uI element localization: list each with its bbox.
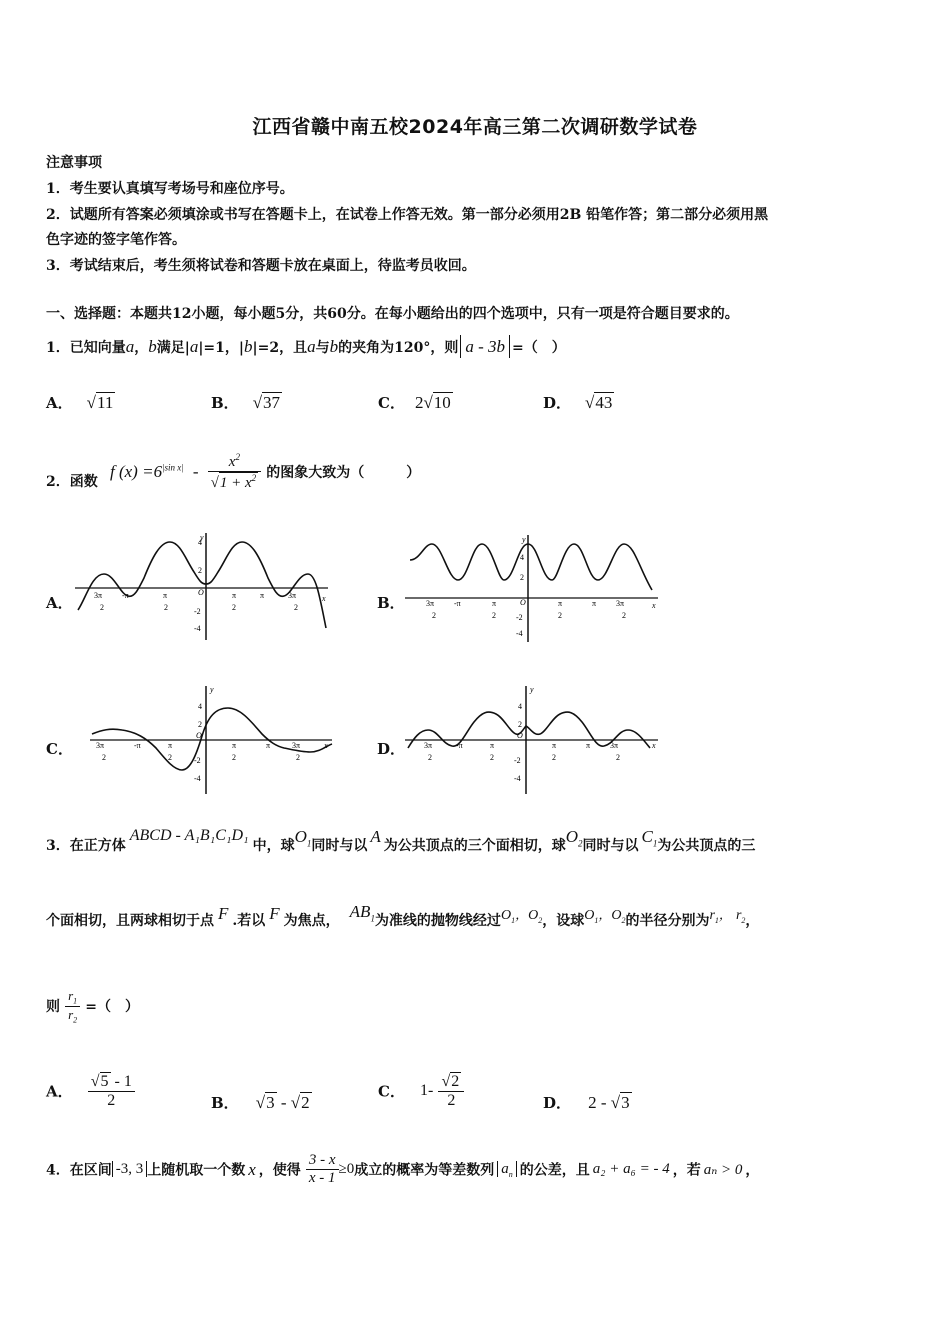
svg-text:-2: -2	[194, 607, 201, 616]
q2-formula: f $(x) =6^{|sin x|}$ - $\frac{x^2}{√1 + x^2}$ 的图象大致为（ ）	[110, 452, 421, 491]
svg-text:y: y	[522, 535, 526, 544]
svg-text:-4: -4	[516, 629, 523, 638]
svg-text:O: O	[196, 731, 202, 740]
svg-text:O: O	[520, 598, 526, 607]
svg-text:y: y	[530, 685, 534, 694]
svg-text:x: x	[652, 601, 656, 610]
svg-text:2: 2	[428, 753, 432, 762]
svg-text:-4: -4	[194, 774, 201, 783]
svg-text:2: 2	[490, 753, 494, 762]
q2-option-b[interactable]: B．	[377, 594, 405, 612]
svg-text:2: 2	[518, 720, 522, 729]
graph-b	[400, 530, 665, 645]
svg-text:π: π	[260, 591, 265, 600]
svg-text:π: π	[490, 741, 495, 750]
svg-text:3π: 3π	[292, 741, 301, 750]
question-3-line-2: 个面相切，且两球相切于点 F .若以 F 为焦点， $AB_1$为准线的抛物线经过$O_1$，$O_2$，设球$O_1$，$O_2$的半径分别为$r_1$， $r_2$，	[46, 902, 760, 929]
svg-text:x: x	[324, 741, 328, 750]
svg-text:2: 2	[520, 573, 524, 582]
notice-heading: 注意事项	[46, 155, 102, 171]
page-title: 江西省赣中南五校2024年高三第二次调研数学试卷	[252, 116, 698, 138]
svg-text:x: x	[322, 594, 326, 603]
svg-text:π: π	[592, 599, 597, 608]
graph-d	[400, 682, 665, 797]
svg-text:π: π	[552, 741, 557, 750]
svg-text:2: 2	[198, 566, 202, 575]
svg-text:2: 2	[164, 603, 168, 612]
svg-text:π: π	[266, 741, 271, 750]
svg-text:2: 2	[232, 753, 236, 762]
svg-text:4: 4	[198, 702, 202, 711]
svg-text:2: 2	[100, 603, 104, 612]
svg-text:3π: 3π	[426, 599, 435, 608]
q2-option-c[interactable]: C．	[46, 740, 73, 758]
svg-text:4: 4	[518, 702, 522, 711]
svg-text:3π: 3π	[424, 741, 433, 750]
question-3-line-3: 则 $\frac{r_1}{r_2}$ =（ ）	[46, 988, 139, 1025]
svg-text:π: π	[558, 599, 563, 608]
q3-option-a[interactable]: A． $\frac{√5 - 1}{2}$	[46, 1072, 135, 1110]
q1-option-d[interactable]: D． √43	[543, 393, 613, 412]
svg-text:x: x	[652, 741, 656, 750]
q1-option-b[interactable]: B． √37	[211, 393, 281, 412]
q2-option-a[interactable]: A．	[46, 594, 73, 612]
question-3-line-1: 3．在正方体ABCD - A₁B₁C₁D₁中，球$O_1$同时与以 A 为公共顶点的三个面相切，球$O_2$同时与以 $C_1$为公共顶点的三	[46, 827, 756, 854]
q3-option-d[interactable]: D． 2 - √3	[543, 1093, 630, 1112]
svg-text:2: 2	[102, 753, 106, 762]
svg-text:π: π	[232, 741, 237, 750]
q3-option-b[interactable]: B． √3 - √2	[211, 1093, 310, 1112]
svg-text:2: 2	[552, 753, 556, 762]
svg-text:2: 2	[432, 611, 436, 620]
svg-text:2: 2	[492, 611, 496, 620]
svg-text:π: π	[163, 591, 168, 600]
svg-text:3π: 3π	[610, 741, 619, 750]
notice-item-2-cont: 色字迹的签字笔作答。	[46, 232, 186, 248]
svg-text:π: π	[168, 741, 173, 750]
svg-text:2: 2	[558, 611, 562, 620]
svg-text:-π: -π	[454, 599, 461, 608]
graph-c	[70, 682, 335, 797]
question-2-label: 2．函数	[46, 474, 98, 490]
svg-text:O: O	[198, 588, 204, 597]
question-4: 4．在区间 -3, 3 上随机取一个数 x ，使得 $\frac{3 - x}{x - 1}$ ≥0成立的概率为等差数列 $a_n$ 的公差，且 a₂ + a₆ = - 4 ，若 aₙ > 0 ，	[46, 1152, 760, 1186]
svg-text:-4: -4	[514, 774, 521, 783]
svg-text:-π: -π	[456, 741, 463, 750]
svg-text:3π: 3π	[94, 591, 103, 600]
q1-option-c[interactable]: C． 2√10	[378, 393, 451, 412]
svg-text:2: 2	[198, 720, 202, 729]
svg-text:-π: -π	[122, 591, 129, 600]
svg-text:2: 2	[232, 603, 236, 612]
svg-text:2: 2	[616, 753, 620, 762]
svg-text:3π: 3π	[288, 591, 297, 600]
svg-text:2: 2	[294, 603, 298, 612]
svg-text:y: y	[200, 533, 204, 542]
notice-item-2: 2．试题所有答案必须填涂或书写在答题卡上，在试卷上作答无效。第一部分必须用2B 铅笔作答；第二部分必须用黑	[46, 207, 769, 223]
svg-text:2: 2	[168, 753, 172, 762]
svg-text:2: 2	[622, 611, 626, 620]
q2-option-d[interactable]: D．	[377, 740, 406, 758]
svg-text:-2: -2	[516, 613, 523, 622]
svg-text:-π: -π	[134, 741, 141, 750]
svg-text:O: O	[517, 731, 523, 740]
svg-text:-2: -2	[194, 756, 201, 765]
question-1: 1．已知向量a，b满足|a|=1，|b|=2，且a与b的夹角为120°，则 a - 3b =（ ）	[46, 337, 566, 356]
svg-text:-4: -4	[194, 624, 201, 633]
q3-option-c[interactable]: C． 1- $\frac{√2}{2}$	[378, 1072, 464, 1110]
svg-text:3π: 3π	[96, 741, 105, 750]
svg-text:4: 4	[520, 553, 524, 562]
graph-a	[70, 528, 335, 643]
q1-option-a[interactable]: A． √11	[46, 393, 114, 412]
svg-text:4: 4	[198, 538, 202, 547]
svg-text:2: 2	[296, 753, 300, 762]
svg-text:3π: 3π	[616, 599, 625, 608]
svg-text:y: y	[210, 685, 214, 694]
svg-text:π: π	[232, 591, 237, 600]
svg-text:-2: -2	[514, 756, 521, 765]
section-heading: 一、选择题：本题共12小题，每小题5分，共60分。在每小题给出的四个选项中，只有一项是符合题目要求的。	[46, 306, 739, 322]
svg-text:π: π	[492, 599, 497, 608]
notice-item-3: 3．考试结束后，考生须将试卷和答题卡放在桌面上，待监考员收回。	[46, 258, 476, 274]
svg-text:π: π	[586, 741, 591, 750]
notice-item-1: 1．考生要认真填写考场号和座位序号。	[46, 181, 294, 197]
